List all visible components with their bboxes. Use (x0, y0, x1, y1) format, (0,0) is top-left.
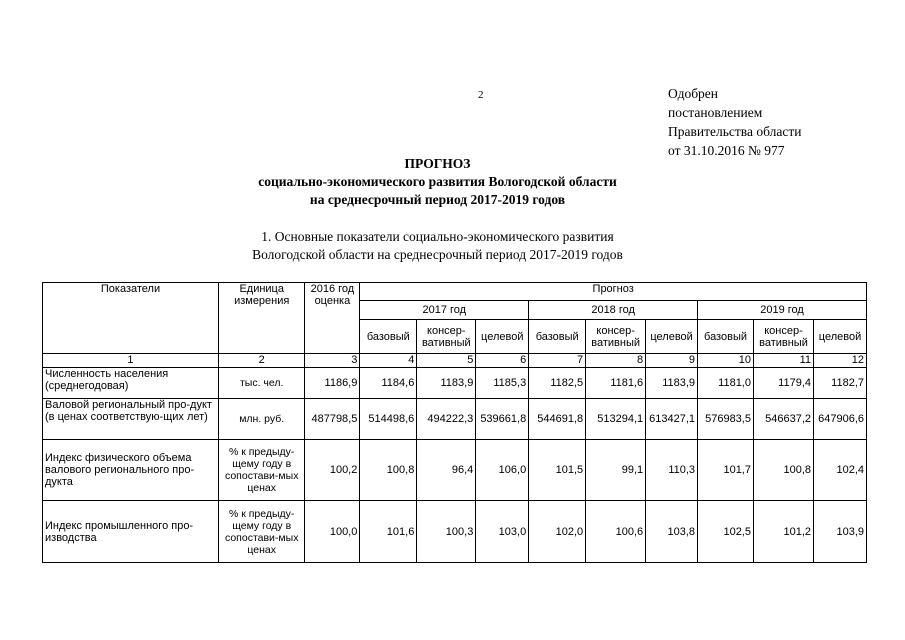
document-title (0, 155, 905, 209)
value-cell: 103,8 (646, 501, 698, 563)
value-cell: 106,0 (476, 440, 529, 501)
value-cell: 647906,6 (814, 399, 867, 440)
header-year-2017: 2017 год (360, 301, 529, 320)
header-unit: Единица измерения (218, 283, 304, 354)
approval-line-4: от 31.10.2016 № 977 (668, 143, 785, 158)
column-number: 8 (586, 354, 646, 368)
header-2017-conservative: консер-вативный (417, 320, 476, 354)
header-2019-conservative: консер-вативный (753, 320, 813, 354)
value-cell: 99,1 (586, 440, 646, 501)
approval-line-3: Правительства области (668, 124, 802, 139)
table-row (43, 368, 867, 399)
approval-line-2: постановлением (668, 105, 763, 120)
column-number: 7 (529, 354, 586, 368)
value-cell: 539661,8 (476, 399, 529, 440)
value-cell: 1182,7 (814, 368, 867, 399)
value-cell: 544691,8 (529, 399, 586, 440)
value-cell: 101,7 (698, 440, 754, 501)
value-cell: 546637,2 (753, 399, 813, 440)
header-2019-target: целевой (814, 320, 867, 354)
header-forecast: Прогноз (360, 283, 867, 301)
value-cell: 103,9 (814, 501, 867, 563)
value-cell: 1179,4 (753, 368, 813, 399)
column-number: 1 (43, 354, 219, 368)
header-estimate-2016: 2016 год оценка (305, 283, 360, 354)
column-number: 4 (360, 354, 417, 368)
table-row (43, 440, 867, 501)
value-cell: 110,3 (646, 440, 698, 501)
column-number: 2 (218, 354, 304, 368)
header-year-2019: 2019 год (698, 301, 867, 320)
indicators-table (42, 282, 867, 563)
unit-of-measure: % к предыду-щему году в сопостави-мых ценах (218, 501, 304, 563)
section-heading-line-2: Вологодской области на среднесрочный период 2017-2019 годов (252, 247, 623, 262)
column-number: 5 (417, 354, 476, 368)
unit-of-measure: млн. руб. (218, 399, 304, 440)
value-cell: 1184,6 (360, 368, 417, 399)
indicator-name: Индекс промышленного про-изводства (43, 501, 219, 563)
value-cell: 1183,9 (646, 368, 698, 399)
value-cell: 100,0 (305, 501, 360, 563)
value-cell: 103,0 (476, 501, 529, 563)
unit-of-measure: % к предыду-щему году в сопостави-мых ценах (218, 440, 304, 501)
value-cell: 102,4 (814, 440, 867, 501)
value-cell: 1181,0 (698, 368, 754, 399)
header-2017-base: базовый (360, 320, 417, 354)
value-cell: 102,5 (698, 501, 754, 563)
value-cell: 100,8 (360, 440, 417, 501)
column-number: 9 (646, 354, 698, 368)
section-heading (0, 228, 905, 264)
value-cell: 100,2 (305, 440, 360, 501)
title-line-1: ПРОГНОЗ (404, 156, 471, 171)
value-cell: 100,6 (586, 501, 646, 563)
title-line-3: на среднесрочный период 2017-2019 годов (309, 192, 566, 207)
table-row (43, 399, 867, 440)
header-2018-target: целевой (646, 320, 698, 354)
header-2019-base: базовый (698, 320, 754, 354)
value-cell: 96,4 (417, 440, 476, 501)
approval-line-1: Одобрен (668, 86, 719, 101)
column-number: 11 (753, 354, 813, 368)
value-cell: 100,8 (753, 440, 813, 501)
value-cell: 1186,9 (305, 368, 360, 399)
section-heading-line-1: 1. Основные показатели социально-экономического развития (261, 229, 614, 244)
value-cell: 102,0 (529, 501, 586, 563)
value-cell: 576983,5 (698, 399, 754, 440)
header-2018-conservative: консер-вативный (586, 320, 646, 354)
value-cell: 101,6 (360, 501, 417, 563)
approval-stamp (668, 84, 801, 160)
value-cell: 487798,5 (305, 399, 360, 440)
header-year-2018: 2018 год (529, 301, 698, 320)
header-indicator: Показатели (43, 283, 219, 354)
value-cell: 1183,9 (417, 368, 476, 399)
value-cell: 613427,1 (646, 399, 698, 440)
value-cell: 101,5 (529, 440, 586, 501)
value-cell: 513294,1 (586, 399, 646, 440)
column-number: 6 (476, 354, 529, 368)
header-2017-target: целевой (476, 320, 529, 354)
table-row (43, 501, 867, 563)
unit-of-measure: тыс. чел. (218, 368, 304, 399)
value-cell: 1182,5 (529, 368, 586, 399)
indicator-name: Индекс физического объема валового регионального про-дукта (43, 440, 219, 501)
column-number: 10 (698, 354, 754, 368)
header-2018-base: базовый (529, 320, 586, 354)
value-cell: 494222,3 (417, 399, 476, 440)
page-number: 2 (478, 89, 484, 101)
value-cell: 1185,3 (476, 368, 529, 399)
value-cell: 514498,6 (360, 399, 417, 440)
title-line-2: социально-экономического развития Вологодской области (258, 174, 617, 189)
value-cell: 1181,6 (586, 368, 646, 399)
indicator-name: Валовой региональный про-дукт (в ценах соответствую-щих лет) (43, 399, 219, 440)
value-cell: 100,3 (417, 501, 476, 563)
column-number: 12 (814, 354, 867, 368)
indicator-name: Численность населения (среднегодовая) (43, 368, 219, 399)
column-number: 3 (305, 354, 360, 368)
value-cell: 101,2 (753, 501, 813, 563)
